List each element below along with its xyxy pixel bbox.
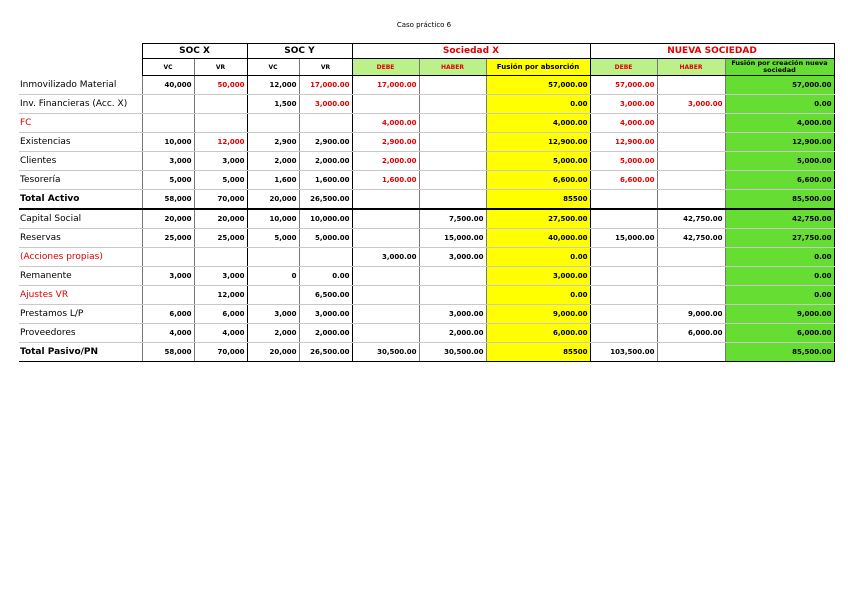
table-cell: 0.00: [486, 286, 590, 305]
table-cell: 10,000: [247, 209, 299, 229]
table-cell: 6,600.00: [725, 171, 834, 190]
table-cell: 6,000: [194, 305, 247, 324]
table-cell: 57,000.00: [590, 76, 657, 95]
table-cell: 3,000.00: [657, 95, 725, 114]
table-cell: 2,000.00: [299, 152, 352, 171]
table-row: [19, 248, 834, 267]
table-cell: 4,000.00: [352, 114, 419, 133]
table-cell: [419, 171, 486, 190]
table-cell: [247, 248, 299, 267]
table-cell: 12,900.00: [486, 133, 590, 152]
table-cell: 1,500: [247, 95, 299, 114]
table-cell: [247, 114, 299, 133]
table-row: [19, 133, 834, 152]
col-header: DEBE: [590, 59, 657, 76]
table-cell: 5,000.00: [486, 152, 590, 171]
table-cell: [142, 248, 194, 267]
table-cell: [299, 114, 352, 133]
table-cell: [590, 248, 657, 267]
table-cell: 1,600.00: [352, 171, 419, 190]
table-cell: 4,000.00: [590, 114, 657, 133]
row-label: Ajustes VR: [19, 286, 142, 305]
table-cell: 12,000: [194, 133, 247, 152]
table-cell: 57,000.00: [725, 76, 834, 95]
table-cell: [657, 114, 725, 133]
table-cell: 0.00: [299, 267, 352, 286]
table-cell: [590, 286, 657, 305]
table-cell: 5,000.00: [590, 152, 657, 171]
table-cell: 20,000: [194, 209, 247, 229]
table-cell: 10,000.00: [299, 209, 352, 229]
table-cell: 1,600: [247, 171, 299, 190]
table-cell: 26,500.00: [299, 190, 352, 210]
table-cell: 0.00: [725, 248, 834, 267]
col-header: VC: [247, 59, 299, 76]
table-cell: 5,000.00: [299, 229, 352, 248]
table-cell: 3,000: [247, 305, 299, 324]
col-header: VR: [194, 59, 247, 76]
table-cell: [352, 324, 419, 343]
table-row: [19, 324, 834, 343]
page-title: Caso práctico 6: [396, 21, 452, 29]
table-cell: [419, 76, 486, 95]
table-cell: 27,500.00: [486, 209, 590, 229]
row-label: Inmovilizado Material: [19, 76, 142, 95]
table-cell: 57,000.00: [486, 76, 590, 95]
table-cell: 3,000.00: [299, 305, 352, 324]
table-cell: 5,000: [247, 229, 299, 248]
table-cell: 85,500.00: [725, 190, 834, 210]
table-cell: [352, 305, 419, 324]
table-cell: 58,000: [142, 190, 194, 210]
table-cell: [657, 190, 725, 210]
table-cell: 70,000: [194, 343, 247, 362]
header-row-columns: [19, 59, 834, 76]
table-cell: 9,000.00: [657, 305, 725, 324]
table-cell: 85500: [486, 190, 590, 210]
header-row-groups: [19, 44, 834, 59]
table-cell: 1,600.00: [299, 171, 352, 190]
row-label: FC: [19, 114, 142, 133]
table-cell: 3,000.00: [419, 305, 486, 324]
col-header: HABER: [419, 59, 486, 76]
table-cell: 6,000.00: [725, 324, 834, 343]
row-label: Inv. Financieras (Acc. X): [19, 95, 142, 114]
table-cell: 3,000.00: [352, 248, 419, 267]
table-cell: 70,000: [194, 190, 247, 210]
table-row: [19, 152, 834, 171]
table-cell: [142, 286, 194, 305]
table-cell: 26,500.00: [299, 343, 352, 362]
table-cell: 3,000.00: [299, 95, 352, 114]
table-cell: 9,000.00: [486, 305, 590, 324]
table-row: [19, 171, 834, 190]
group-soc-x: SOC X: [142, 44, 247, 59]
table-cell: 30,500.00: [352, 343, 419, 362]
table-cell: 6,500.00: [299, 286, 352, 305]
table-cell: 3,000.00: [590, 95, 657, 114]
table-cell: 6,600.00: [486, 171, 590, 190]
table-cell: [299, 248, 352, 267]
table-cell: 3,000: [142, 267, 194, 286]
col-header: DEBE: [352, 59, 419, 76]
table-cell: 12,000: [247, 76, 299, 95]
group-soc-y: SOC Y: [247, 44, 352, 59]
table-cell: [419, 133, 486, 152]
table-cell: 15,000.00: [590, 229, 657, 248]
table-cell: 9,000.00: [725, 305, 834, 324]
table-cell: 2,000.00: [419, 324, 486, 343]
table-cell: [419, 152, 486, 171]
table-cell: 2,000: [247, 324, 299, 343]
table-cell: 0: [247, 267, 299, 286]
table-cell: [590, 305, 657, 324]
table-cell: 17,000.00: [352, 76, 419, 95]
table-cell: 3,000: [194, 267, 247, 286]
table-cell: 0.00: [486, 95, 590, 114]
table-cell: 2,000: [247, 152, 299, 171]
table-cell: 85,500.00: [725, 343, 834, 362]
table-cell: 25,000: [194, 229, 247, 248]
table-cell: [142, 95, 194, 114]
row-label: Existencias: [19, 133, 142, 152]
col-header: HABER: [657, 59, 725, 76]
table-cell: 12,000: [194, 286, 247, 305]
table-cell: [419, 286, 486, 305]
table-cell: [419, 267, 486, 286]
table-row: [19, 114, 834, 133]
table-cell: [657, 152, 725, 171]
table-row: [19, 95, 834, 114]
col-header: VC: [142, 59, 194, 76]
table-cell: [194, 248, 247, 267]
table-cell: [352, 267, 419, 286]
table-cell: [352, 190, 419, 210]
table-cell: 3,000.00: [419, 248, 486, 267]
table-cell: 40,000.00: [486, 229, 590, 248]
table-cell: 20,000: [247, 190, 299, 210]
table-cell: 10,000: [142, 133, 194, 152]
table-cell: [352, 95, 419, 114]
row-label: Proveedores: [19, 324, 142, 343]
table-cell: [590, 267, 657, 286]
table-cell: [419, 190, 486, 210]
table-cell: 5,000: [194, 171, 247, 190]
table-row: [19, 209, 834, 229]
table-cell: [657, 343, 725, 362]
table-cell: 2,900.00: [299, 133, 352, 152]
table-cell: 3,000: [142, 152, 194, 171]
table-cell: [590, 209, 657, 229]
table-cell: [657, 171, 725, 190]
table-cell: [657, 286, 725, 305]
table-cell: 42,750.00: [657, 229, 725, 248]
table-cell: 0.00: [486, 248, 590, 267]
table-cell: 6,000.00: [486, 324, 590, 343]
table-cell: 17,000.00: [299, 76, 352, 95]
table-cell: [590, 324, 657, 343]
row-label: Total Activo: [19, 190, 142, 210]
table-row: [19, 190, 834, 210]
table-cell: 103,500.00: [590, 343, 657, 362]
table-cell: [194, 114, 247, 133]
table-cell: [194, 95, 247, 114]
table-cell: 2,900: [247, 133, 299, 152]
table-cell: [590, 190, 657, 210]
table-cell: [247, 286, 299, 305]
table-cell: 2,900.00: [352, 133, 419, 152]
table-cell: 3,000.00: [486, 267, 590, 286]
spreadsheet-table: [19, 43, 835, 362]
table-cell: 42,750.00: [725, 209, 834, 229]
table-cell: 40,000: [142, 76, 194, 95]
table-cell: 6,000: [142, 305, 194, 324]
table-cell: 5,000.00: [725, 152, 834, 171]
table-cell: 0.00: [725, 95, 834, 114]
table-cell: 15,000.00: [419, 229, 486, 248]
table-cell: 6,000.00: [657, 324, 725, 343]
table-cell: 30,500.00: [419, 343, 486, 362]
table-cell: 20,000: [247, 343, 299, 362]
row-label: Capital Social: [19, 209, 142, 229]
table-cell: [142, 114, 194, 133]
table-cell: 4,000: [142, 324, 194, 343]
table-cell: 2,000.00: [352, 152, 419, 171]
table-cell: 27,750.00: [725, 229, 834, 248]
table-cell: [352, 286, 419, 305]
table-cell: [657, 267, 725, 286]
table-cell: [657, 133, 725, 152]
table-cell: 7,500.00: [419, 209, 486, 229]
table-cell: 50,000: [194, 76, 247, 95]
table-row: [19, 76, 834, 95]
row-label: Total Pasivo/PN: [19, 343, 142, 362]
table-cell: 0.00: [725, 286, 834, 305]
row-label: Clientes: [19, 152, 142, 171]
table-cell: [352, 209, 419, 229]
table-cell: 4,000.00: [725, 114, 834, 133]
table-row: [19, 267, 834, 286]
table-cell: 58,000: [142, 343, 194, 362]
table-cell: [419, 114, 486, 133]
table-cell: 4,000.00: [486, 114, 590, 133]
row-label: (Acciones propias): [19, 248, 142, 267]
table-cell: [419, 95, 486, 114]
table-cell: 3,000: [194, 152, 247, 171]
table-cell: 5,000: [142, 171, 194, 190]
row-label: Reservas: [19, 229, 142, 248]
table-cell: 4,000: [194, 324, 247, 343]
group-nueva-sociedad: NUEVA SOCIEDAD: [590, 44, 834, 59]
table-row: [19, 286, 834, 305]
col-header: Fusión por absorción: [486, 59, 590, 76]
table-cell: 12,900.00: [725, 133, 834, 152]
row-label: Prestamos L/P: [19, 305, 142, 324]
table-row: [19, 229, 834, 248]
row-label: Remanente: [19, 267, 142, 286]
table-cell: 6,600.00: [590, 171, 657, 190]
table-cell: 42,750.00: [657, 209, 725, 229]
row-label: Tesorería: [19, 171, 142, 190]
col-header: Fusión por creación nueva sociedad: [725, 59, 834, 76]
table-cell: 20,000: [142, 209, 194, 229]
group-sociedad-x: Sociedad X: [352, 44, 590, 59]
table-row: [19, 305, 834, 324]
table-cell: [657, 248, 725, 267]
col-header: VR: [299, 59, 352, 76]
table-row: [19, 343, 834, 362]
table-cell: 0.00: [725, 267, 834, 286]
table-cell: [352, 229, 419, 248]
table-cell: 25,000: [142, 229, 194, 248]
table-cell: 2,000.00: [299, 324, 352, 343]
table-cell: 12,900.00: [590, 133, 657, 152]
table-cell: 85500: [486, 343, 590, 362]
table-cell: [657, 76, 725, 95]
